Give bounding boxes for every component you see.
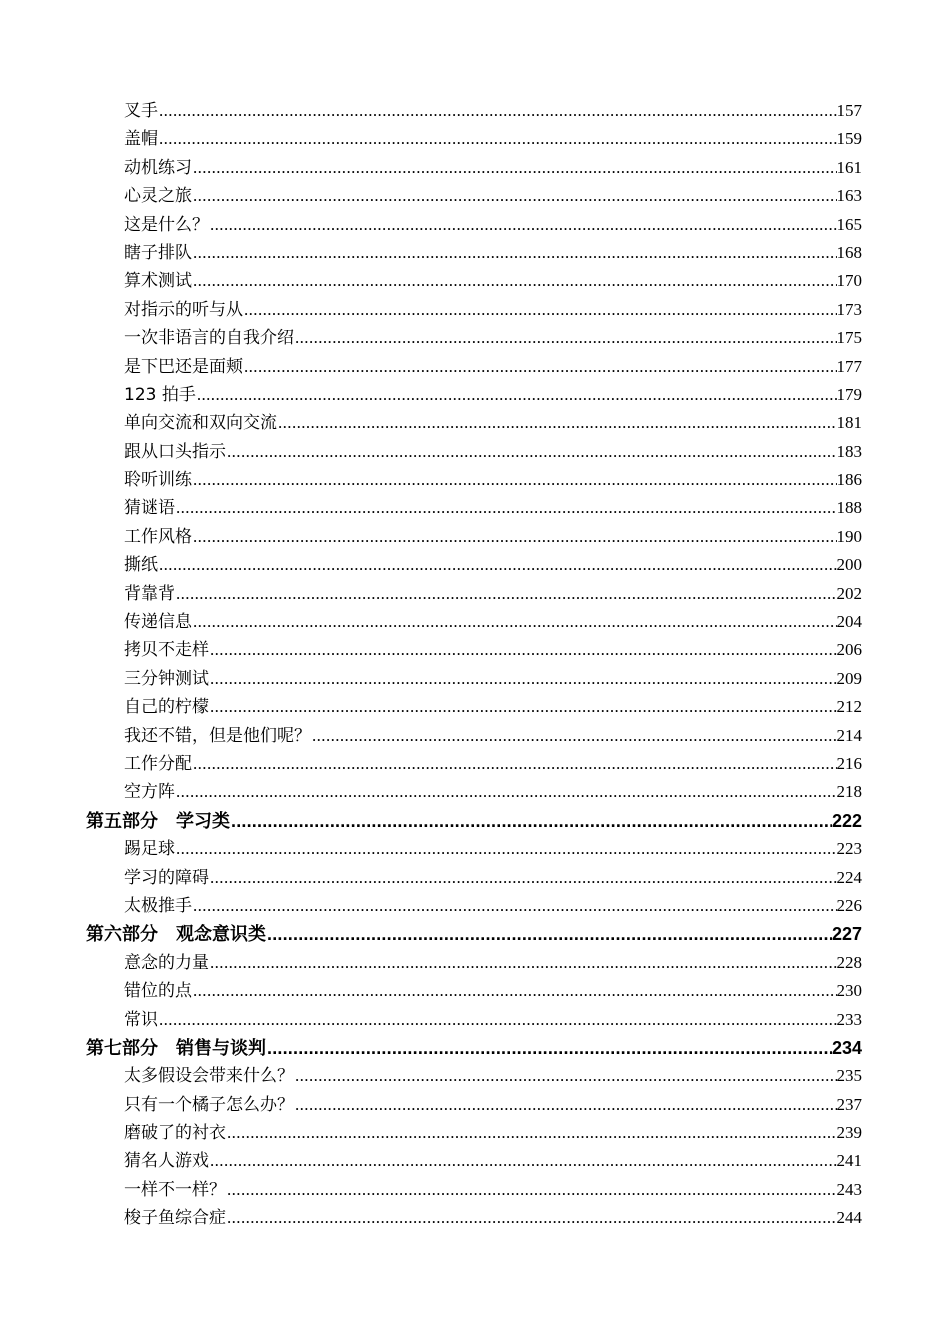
toc-entry[interactable] xyxy=(86,1176,862,1204)
toc-entry[interactable] xyxy=(86,353,862,381)
toc-page-number: 157 xyxy=(836,101,862,120)
dot-leader xyxy=(192,892,837,920)
toc-entry-title: 空方阵 xyxy=(124,782,175,803)
toc-entry[interactable] xyxy=(86,523,862,551)
toc-entry[interactable] xyxy=(86,97,862,125)
toc-entry-title: 自己的柠檬 xyxy=(124,697,209,718)
toc-entry-title: 心灵之旅 xyxy=(124,186,192,207)
toc-page-number: 190 xyxy=(836,526,862,546)
dot-leader xyxy=(209,1147,837,1175)
dot-leader xyxy=(196,381,837,409)
dot-leader xyxy=(209,665,837,693)
toc-section-heading[interactable] xyxy=(86,807,862,835)
toc-page-number: 244 xyxy=(836,1208,862,1228)
toc-page-number: 239 xyxy=(836,1123,862,1143)
toc-entry[interactable] xyxy=(86,494,862,522)
toc-page-number: 218 xyxy=(836,782,862,802)
toc-entry-title: 聆听训练 xyxy=(124,470,192,491)
toc-entry-title: 错位的点 xyxy=(124,981,192,1002)
toc-entry-title: 算术测试 xyxy=(124,271,192,292)
toc-entry[interactable] xyxy=(86,551,862,579)
toc-entry-title: 三分钟测试 xyxy=(124,668,209,689)
toc-entry[interactable] xyxy=(86,977,862,1005)
dot-leader xyxy=(209,211,837,239)
toc-entry[interactable] xyxy=(86,381,862,409)
toc-entry[interactable] xyxy=(86,239,862,267)
toc-page-number: 175 xyxy=(836,328,862,348)
toc-entry-title: 一样不一样？ xyxy=(124,1179,226,1200)
toc-entry-title: 瞎子排队 xyxy=(124,242,192,263)
toc-page-number: 214 xyxy=(836,725,862,745)
toc-entry-title: 动机练习 xyxy=(124,157,192,178)
toc-entry[interactable] xyxy=(86,665,862,693)
toc-entry[interactable] xyxy=(86,722,862,750)
toc-entry[interactable] xyxy=(86,1204,862,1232)
dot-leader xyxy=(175,835,837,863)
toc-page-number: 243 xyxy=(836,1179,862,1199)
dot-leader xyxy=(175,494,837,522)
dot-leader xyxy=(226,1176,837,1204)
toc-page-number: 204 xyxy=(836,612,862,632)
dot-leader xyxy=(277,409,837,437)
toc-entry-title: 太多假设会带来什么？ xyxy=(124,1066,294,1087)
toc-section-heading[interactable] xyxy=(86,1034,862,1062)
toc-entry[interactable] xyxy=(86,466,862,494)
toc-page-number: 181 xyxy=(836,413,862,433)
toc-entry[interactable] xyxy=(86,580,862,608)
toc-entry[interactable] xyxy=(86,949,862,977)
toc-entry-title: 常识 xyxy=(124,1009,158,1030)
toc-entry[interactable] xyxy=(86,438,862,466)
dot-leader xyxy=(192,750,837,778)
dot-leader xyxy=(192,977,837,1005)
toc-page-number: 183 xyxy=(836,441,862,461)
table-of-contents xyxy=(86,97,862,1233)
dot-leader xyxy=(192,267,837,295)
dot-leader xyxy=(266,920,832,948)
toc-page-number: 163 xyxy=(836,186,862,206)
toc-page-number: 165 xyxy=(836,214,862,234)
toc-page-number: 200 xyxy=(836,555,862,575)
toc-entry-title: 磨破了的衬衣 xyxy=(124,1123,226,1144)
toc-page-number: 237 xyxy=(836,1094,862,1114)
toc-entry-title: 第五部分 学习类 xyxy=(86,810,230,832)
toc-entry-title: 学习的障碍 xyxy=(124,867,209,888)
dot-leader xyxy=(192,466,837,494)
toc-entry[interactable] xyxy=(86,324,862,352)
toc-page-number: 177 xyxy=(836,356,862,376)
toc-entry-title: 梭子鱼综合症 xyxy=(124,1208,226,1229)
toc-page-number: 212 xyxy=(836,697,862,717)
toc-page-number: 168 xyxy=(836,242,862,262)
toc-entry-title: 第六部分 观念意识类 xyxy=(86,924,266,946)
toc-entry-title: 猜名人游戏 xyxy=(124,1151,209,1172)
dot-leader xyxy=(192,154,837,182)
toc-entry[interactable] xyxy=(86,835,862,863)
toc-page-number: 234 xyxy=(831,1037,862,1058)
toc-entry-title: 是下巴还是面颊 xyxy=(124,356,243,377)
toc-page-number: 222 xyxy=(831,810,862,831)
dot-leader xyxy=(266,1034,832,1062)
dot-leader xyxy=(230,807,832,835)
toc-entry-title: 这是什么？ xyxy=(124,214,209,235)
dot-leader xyxy=(294,324,837,352)
toc-entry-title: 一次非语言的自我介绍 xyxy=(124,328,294,349)
toc-entry-title: 叉手 xyxy=(124,101,158,121)
dot-leader xyxy=(192,239,837,267)
toc-entry-title: 工作分配 xyxy=(124,753,192,774)
dot-leader xyxy=(294,1062,837,1090)
toc-entry[interactable] xyxy=(86,296,862,324)
dot-leader xyxy=(192,182,837,210)
dot-leader xyxy=(158,1006,837,1034)
dot-leader xyxy=(175,580,837,608)
dot-leader xyxy=(158,125,837,153)
toc-entry-title: 撕纸 xyxy=(124,555,158,576)
toc-page-number: 233 xyxy=(836,1009,862,1029)
toc-section-heading[interactable] xyxy=(86,920,862,948)
toc-page-number: 209 xyxy=(836,668,862,688)
toc-page-number: 173 xyxy=(836,299,862,319)
toc-entry-title: 背靠背 xyxy=(124,583,175,604)
toc-entry[interactable] xyxy=(86,267,862,295)
toc-entry-title: 意念的力量 xyxy=(124,952,209,973)
toc-page-number: 216 xyxy=(836,753,862,773)
dot-leader xyxy=(192,608,837,636)
toc-entry-title: 我还不错，但是他们呢？ xyxy=(124,725,311,746)
toc-page-number: 228 xyxy=(836,952,862,972)
toc-page-number: 186 xyxy=(836,470,862,490)
toc-entry[interactable] xyxy=(86,778,862,806)
toc-entry-title: 传递信息 xyxy=(124,612,192,633)
toc-page-number: 170 xyxy=(836,271,862,291)
dot-leader xyxy=(243,353,837,381)
toc-entry[interactable] xyxy=(86,1091,862,1119)
dot-leader xyxy=(311,722,837,750)
toc-page-number: 226 xyxy=(836,895,862,915)
toc-entry[interactable] xyxy=(86,409,862,437)
toc-page-number: 202 xyxy=(836,583,862,603)
dot-leader xyxy=(192,523,837,551)
toc-entry[interactable] xyxy=(86,1062,862,1090)
toc-entry[interactable] xyxy=(86,154,862,182)
toc-page-number: 224 xyxy=(836,867,862,887)
toc-entry-title: 猜谜语 xyxy=(124,498,175,519)
dot-leader xyxy=(294,1091,837,1119)
toc-entry-title: 太极推手 xyxy=(124,895,192,916)
toc-entry[interactable] xyxy=(86,750,862,778)
toc-entry[interactable] xyxy=(86,1119,862,1147)
toc-entry[interactable] xyxy=(86,608,862,636)
toc-page-number: 179 xyxy=(836,384,862,404)
dot-leader xyxy=(226,1204,837,1232)
toc-page-number: 159 xyxy=(836,129,862,149)
dot-leader xyxy=(243,296,837,324)
dot-leader xyxy=(209,949,837,977)
toc-entry[interactable] xyxy=(86,125,862,153)
toc-entry-title: 单向交流和双向交流 xyxy=(124,413,277,434)
toc-page-number: 188 xyxy=(836,498,862,518)
dot-leader xyxy=(158,551,837,579)
toc-entry-title: 踢足球 xyxy=(124,839,175,860)
toc-entry-title: 第七部分 销售与谈判 xyxy=(86,1037,266,1059)
toc-entry-title: 盖帽 xyxy=(124,129,158,150)
toc-entry-title: 对指示的听与从 xyxy=(124,299,243,320)
toc-page-number: 161 xyxy=(836,157,862,177)
toc-entry-title: 拷贝不走样 xyxy=(124,640,209,661)
toc-entry[interactable] xyxy=(86,182,862,210)
toc-page-number: 230 xyxy=(836,981,862,1001)
dot-leader xyxy=(209,864,837,892)
toc-entry[interactable] xyxy=(86,636,862,664)
toc-page-number: 206 xyxy=(836,640,862,660)
toc-page-number: 241 xyxy=(836,1151,862,1171)
dot-leader xyxy=(209,693,837,721)
toc-entry[interactable] xyxy=(86,864,862,892)
dot-leader xyxy=(158,97,837,125)
toc-entry-title: 只有一个橘子怎么办？ xyxy=(124,1094,294,1115)
toc-entry-title: 跟从口头指示 xyxy=(124,441,226,462)
toc-entry[interactable] xyxy=(86,1006,862,1034)
dot-leader xyxy=(175,778,837,806)
toc-page-number: 227 xyxy=(831,924,862,945)
toc-entry[interactable] xyxy=(86,1147,862,1175)
toc-entry[interactable] xyxy=(86,211,862,239)
toc-page-number: 223 xyxy=(836,839,862,859)
toc-page-number: 235 xyxy=(836,1066,862,1086)
toc-entry-title: 工作风格 xyxy=(124,526,192,547)
toc-entry[interactable] xyxy=(86,892,862,920)
dot-leader xyxy=(226,1119,837,1147)
dot-leader xyxy=(209,636,837,664)
toc-entry[interactable] xyxy=(86,693,862,721)
toc-entry-title: 123 拍手 xyxy=(124,384,196,405)
dot-leader xyxy=(226,438,837,466)
